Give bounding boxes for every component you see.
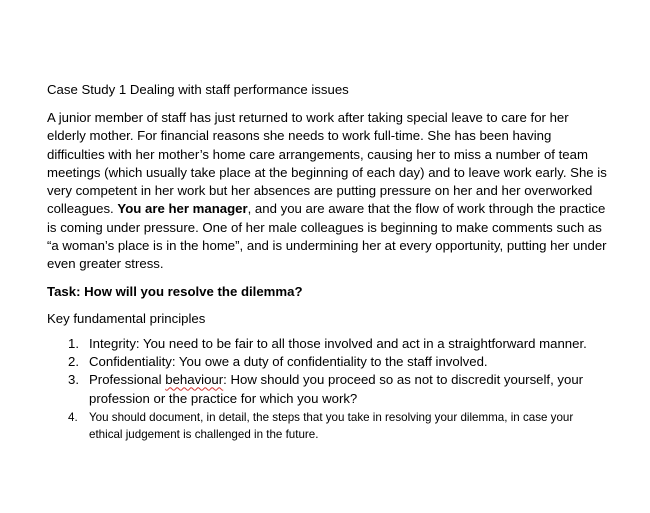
list-item-text-start: Professional [89,372,166,388]
list-item [47,409,609,444]
case-study-title: Case Study 1 Dealing with staff performance issues [47,82,349,97]
list-item-text: Confidentiality: You owe a duty of confidentiality to the staff involved. [89,353,488,369]
case-study-paragraph [47,109,607,274]
paragraph-text-start: A junior member of staff has just returned to work after taking special leave to care for her elderly mother. For financial reasons she needs to work full-time. She has been having difficulties with her mother’s home care arrangements, causing her to miss a number of team meetings (which usually take place at the beginning of each day) and to leave work early. She is very competent in her work but her absences are putting pressure on her and her overworked colleagues. [47,110,607,217]
paragraph-text-end: , and you are aware that the flow of work through the practice is coming under pressure. One of her male colleagues is beginning to make comments such as “a woman’s place is in the home”, and is undermining her at every opportunity, putting her under even greater stress. [47,201,607,272]
paragraph-bold-text: You are her manager [117,201,248,217]
list-item-number: 4. [68,410,78,424]
list-item [47,353,609,371]
task-heading: Task: How will you resolve the dilemma? [47,283,303,299]
list-item [47,335,609,353]
list-item-text-end: : How should you proceed so as not to discredit yourself, your profession or the practice for which you work? [89,372,584,406]
misspelled-word[interactable]: behaviour [165,372,224,388]
principles-heading: Key fundamental principles [47,310,206,326]
list-item-number: 3. [68,372,79,388]
list-item-number: 2. [68,353,79,369]
list-item-number: 1. [68,335,79,351]
principles-list [47,335,610,444]
list-item-text: You should document, in detail, the steps that you take in resolving your dilemma, in case your ethical judgement is challenged in the future. [89,410,574,442]
list-item-text: Integrity: You need to be fair to all those involved and act in a straightforward manner. [89,335,587,351]
list-item [47,371,609,408]
